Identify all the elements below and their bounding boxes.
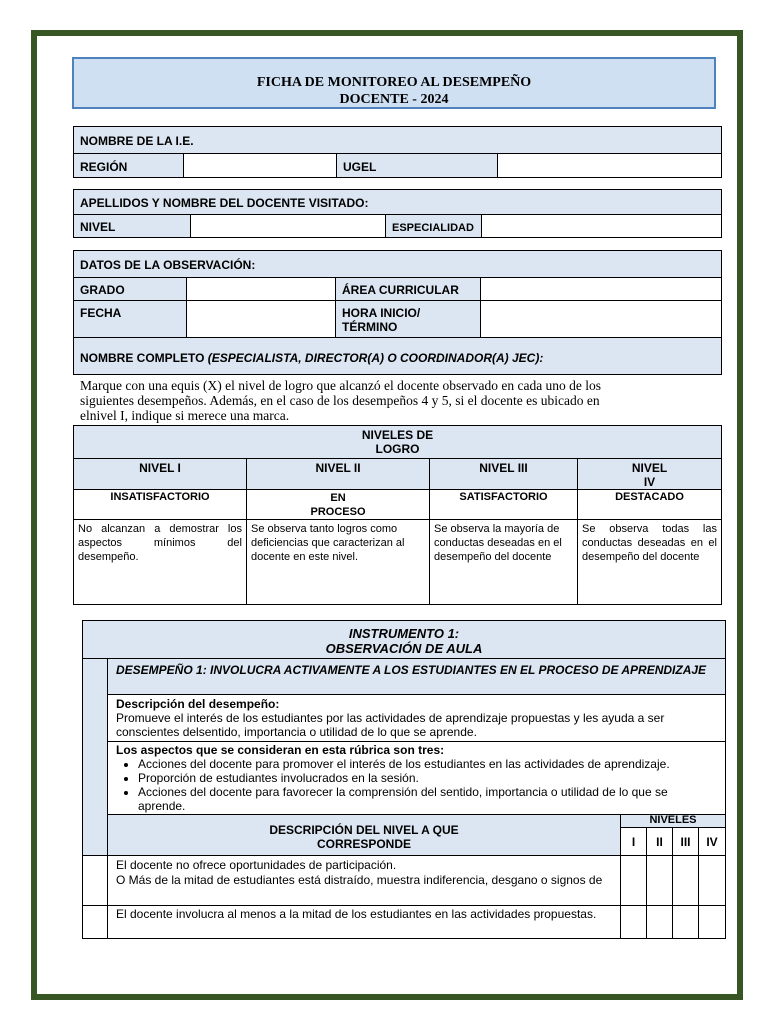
descripcion-block (108, 695, 726, 742)
roman-iv: IV (706, 835, 718, 849)
level-checkbox-iii[interactable] (673, 906, 699, 939)
instrumento-table (82, 620, 726, 939)
hora-field[interactable] (481, 301, 722, 338)
docente-table (73, 189, 722, 238)
region-label: REGIÓN (74, 154, 184, 178)
roman-ii: II (647, 828, 673, 855)
level-desc-4: Se observa todas las conductas deseadas en el desempeño del docente (578, 520, 722, 605)
level-category-2-text: EN (330, 492, 346, 504)
level-category-3 (430, 490, 578, 520)
grado-label: GRADO (74, 278, 187, 301)
aspectos-block (108, 742, 726, 815)
row-index-cell (83, 856, 108, 906)
title-line-1: FICHA DE MONITOREO AL DESEMPEÑO (256, 75, 532, 90)
level-name-2-text: NIVEL II (315, 461, 361, 475)
instructions-line-1: Marque con una equis (X) el nivel de logro que alcanzó el docente observado en cada uno de los (80, 378, 602, 393)
level-checkbox-i[interactable] (621, 906, 647, 939)
especialidad-label: ESPECIALIDAD (386, 215, 482, 238)
nombre-ie-label: NOMBRE DE LA I.E. (74, 127, 722, 154)
side-band (83, 659, 108, 856)
nombre-completo-prefix: NOMBRE COMPLETO (80, 351, 208, 365)
descripcion-text: Promueve el interés de los estudiantes por las actividades de aprendizaje propuestas y les ayuda a ser conscientes delsentido, importancia o utilidad de lo que se aprende. (116, 711, 665, 739)
level-category-2 (247, 490, 430, 520)
aspecto-item: • Acciones del docente para favorecer la comprensión del sentido, importancia o utilidad de lo que se aprende. (138, 785, 717, 813)
instrumento-title-line-1: INSTRUMENTO 1: (348, 626, 460, 641)
page-title (72, 57, 716, 109)
ugel-label: UGEL (337, 154, 498, 178)
hora-label-line-1: HORA INICIO/ (342, 306, 421, 320)
nombre-completo-roles: (ESPECIALISTA, DIRECTOR(A) O COORDINADOR(A) JEC): (207, 351, 544, 365)
row-1-line-2: O Más de la mitad de estudiantes está distraído, muestra indiferencia, desgano o signos de (116, 873, 603, 887)
fecha-field[interactable] (187, 301, 336, 338)
ugel-field[interactable] (498, 154, 722, 178)
desc-nivel-header (108, 815, 621, 856)
ie-table (73, 126, 722, 178)
hora-label-line-2: TÉRMINO (342, 320, 398, 334)
level-name-4 (578, 459, 722, 490)
nombre-completo-label (74, 338, 722, 375)
table-row (108, 856, 621, 906)
region-field[interactable] (184, 154, 337, 178)
aspectos-label: Los aspectos que se consideran en esta rúbrica son tres: (116, 743, 445, 757)
level-checkbox-ii[interactable] (647, 856, 673, 906)
instructions-line-3: elnivel I, indique si merece una marca. (80, 408, 290, 423)
aspecto-item: • Acciones del docente para promover el interés de los estudiantes en las actividades de aprendizaje. (138, 757, 717, 771)
level-checkbox-ii[interactable] (647, 906, 673, 939)
aspectos-list (116, 757, 717, 813)
level-checkbox-iv[interactable] (699, 906, 726, 939)
level-name-1-text: NIVEL I (139, 461, 181, 475)
row-1-line-1: El docente no ofrece oportunidades de participación. (116, 858, 397, 872)
row-index-cell (83, 906, 108, 939)
hora-label (336, 301, 481, 338)
level-checkbox-iv[interactable] (699, 856, 726, 906)
level-category-1 (74, 490, 247, 520)
niveles-header-line-1: NIVELES DE (361, 428, 434, 442)
apellidos-label: APELLIDOS Y NOMBRE DEL DOCENTE VISITADO: (74, 190, 722, 215)
level-category-2-text-2: PROCESO (310, 506, 366, 518)
especialidad-field[interactable] (482, 215, 722, 238)
instructions (80, 378, 730, 423)
grado-field[interactable] (187, 278, 336, 301)
level-category-4 (578, 490, 722, 520)
area-label: ÁREA CURRICULAR (336, 278, 481, 301)
nivel-label: NIVEL (74, 215, 191, 238)
descripcion-label: Descripción del desempeño: (116, 697, 280, 711)
nivel-field[interactable] (191, 215, 386, 238)
niveles-table (73, 425, 722, 605)
desc-nivel-header-line-1: DESCRIPCIÓN DEL NIVEL A QUE (269, 823, 459, 837)
desc-nivel-header-line-2: CORRESPONDE (316, 837, 411, 851)
instrumento-title (83, 621, 726, 659)
level-name-4-text: NIVEL (631, 461, 668, 475)
title-line-2: DOCENTE - 2024 (339, 92, 449, 107)
level-checkbox-iii[interactable] (673, 856, 699, 906)
niveles-header-line-2: LOGRO (375, 442, 420, 456)
roman-iii: III (673, 828, 699, 855)
level-desc-3: Se observa la mayoría de conductas deseadas en el desempeño del docente (430, 520, 578, 605)
level-name-3-text: NIVEL III (479, 461, 528, 475)
aspecto-item: • Proporción de estudiantes involucrados en la sesión. (138, 771, 717, 785)
area-field[interactable] (481, 278, 722, 301)
instrumento-title-line-2: OBSERVACIÓN DE AULA (325, 641, 483, 656)
niveles-mini-label: NIVELES (621, 815, 725, 828)
level-desc-1: No alcanzan a demostrar los aspectos mínimos del desempeño. (74, 520, 247, 605)
observacion-table (73, 250, 722, 375)
instructions-line-2: siguientes desempeños. Además, en el caso de los desempeños 4 y 5, si el docente es ubicado en (80, 393, 600, 408)
roman-i: I (621, 828, 647, 855)
level-category-4-text: DESTACADO (615, 491, 684, 503)
level-name-3 (430, 459, 578, 490)
level-checkbox-i[interactable] (621, 856, 647, 906)
niveles-mini-header (621, 815, 726, 856)
niveles-header (74, 426, 722, 459)
table-row (108, 906, 621, 939)
observacion-title: DATOS DE LA OBSERVACIÓN: (74, 251, 722, 278)
level-name-1 (74, 459, 247, 490)
fecha-label: FECHA (74, 301, 187, 338)
level-name-2 (247, 459, 430, 490)
roman-row (621, 828, 725, 855)
level-category-1-text: INSATISFACTORIO (110, 491, 210, 503)
level-name-4-text-2: IV (643, 475, 656, 489)
level-category-3-text: SATISFACTORIO (459, 491, 548, 503)
desempeno-title: DESEMPEÑO 1: INVOLUCRA ACTIVAMENTE A LOS ESTUDIANTES EN EL PROCESO DE APRENDIZAJE (108, 659, 726, 695)
row-2-line-1: El docente involucra al menos a la mitad de los estudiantes en las actividades propuestas. (116, 907, 597, 921)
level-desc-2: Se observa tanto logros como deficiencias que caracterizan al docente en este nivel. (247, 520, 430, 605)
